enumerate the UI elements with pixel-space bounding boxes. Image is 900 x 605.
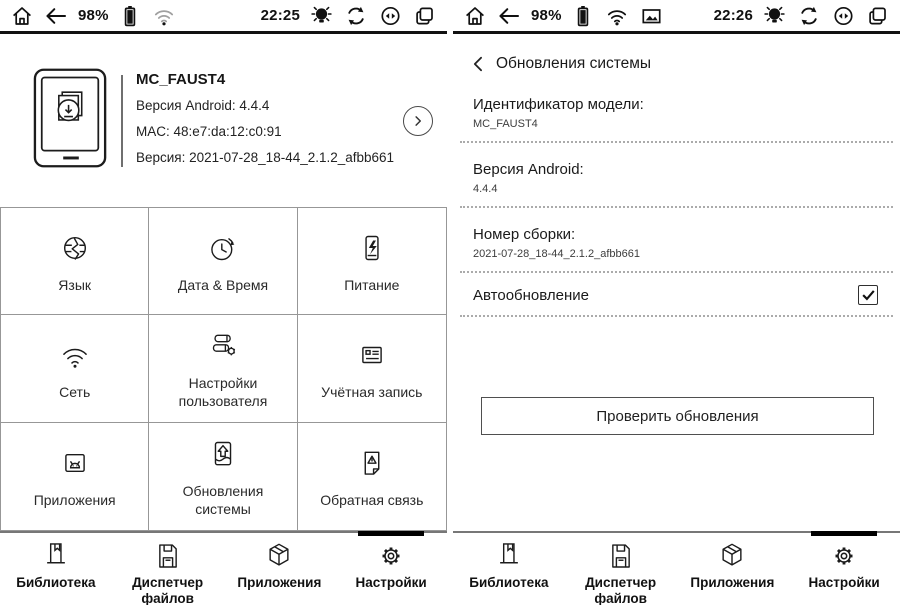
auto-update-label: Автообновление: [473, 286, 589, 304]
system-update-icon: [204, 435, 242, 473]
tab-bar: [453, 531, 900, 605]
apps-cube-icon: [714, 539, 750, 573]
page-back-button[interactable]: [469, 54, 489, 74]
home-icon[interactable]: [10, 4, 34, 28]
back-icon[interactable]: [496, 4, 522, 28]
tab-label: Приложения: [237, 575, 322, 590]
auto-update-checkbox[interactable]: [858, 285, 878, 305]
auto-update-row[interactable]: [460, 273, 893, 317]
tab-label: Настройки: [355, 575, 427, 590]
settings-gear-icon: [826, 539, 862, 573]
field-label: Версия Android:: [473, 161, 584, 178]
wifi-icon: [604, 4, 630, 28]
field-value: MC_FAUST4: [473, 118, 538, 130]
grid-item-language[interactable]: [1, 208, 149, 315]
field-value: 2021-07-28_18-44_2.1.2_afbb661: [473, 248, 640, 260]
check-updates-button[interactable]: Проверить обновления: [481, 397, 874, 435]
home-icon[interactable]: [463, 4, 487, 28]
frontlight-icon[interactable]: [309, 4, 334, 28]
account-card-icon: [353, 336, 391, 374]
tab-file-manager[interactable]: [565, 533, 677, 605]
status-bar: [453, 0, 900, 34]
device-name: MC_FAUST4: [136, 70, 226, 88]
device-firmware-version: Версия: 2021-07-28_18-44_2.1.2_afbb661: [136, 149, 395, 165]
clock-text: 22:25: [260, 7, 300, 24]
tab-settings[interactable]: [788, 533, 900, 605]
tab-label: Диспетчер файлов: [132, 575, 204, 605]
device-mac: MAC: 48:e7:da:12:c0:91: [136, 123, 282, 139]
library-icon: [491, 539, 527, 573]
grid-item-label: Дата & Время: [177, 276, 269, 293]
grid-item-label: Обратная связь: [320, 491, 424, 508]
tab-label: Библиотека: [469, 575, 549, 590]
field-build-number: [460, 208, 893, 273]
feedback-icon: [353, 444, 391, 482]
tab-label: Приложения: [690, 575, 775, 590]
file-manager-icon: [603, 539, 639, 573]
battery-percent: 98%: [78, 7, 109, 24]
globe-icon: [56, 229, 94, 267]
wifi-weak-icon: [151, 4, 177, 28]
grid-item-label: Настройки пользователя: [178, 374, 268, 409]
grid-item-power[interactable]: [298, 208, 446, 315]
back-icon[interactable]: [43, 4, 69, 28]
file-manager-icon: [150, 539, 186, 573]
device-info-card: [0, 34, 447, 207]
grid-item-label: Питание: [344, 276, 400, 293]
wifi-icon: [55, 336, 95, 374]
tab-applications[interactable]: [224, 533, 336, 605]
refresh-icon[interactable]: [343, 4, 369, 28]
grid-item-label: Приложения: [33, 491, 116, 508]
refresh-icon[interactable]: [796, 4, 822, 28]
device-details-button[interactable]: [403, 106, 433, 136]
field-model-id: [460, 78, 893, 143]
battery-percent: 98%: [531, 7, 562, 24]
user-settings-icon: [203, 327, 243, 365]
grid-item-account[interactable]: [298, 315, 446, 422]
grid-item-label: Сеть: [59, 383, 91, 400]
contrast-icon[interactable]: [378, 4, 403, 28]
grid-item-network[interactable]: [1, 315, 149, 422]
clock-text: 22:26: [713, 7, 753, 24]
clock-sync-icon: [204, 229, 242, 267]
system-updates-panel: [453, 0, 900, 605]
battery-icon: [118, 4, 142, 28]
settings-grid: [0, 207, 447, 531]
field-label: Номер сборки:: [473, 226, 576, 243]
battery-icon: [571, 4, 595, 28]
settings-home-panel: [0, 0, 447, 605]
vertical-divider: [121, 75, 123, 167]
tab-label: Настройки: [808, 575, 880, 590]
tab-settings[interactable]: [335, 533, 447, 605]
frontlight-icon[interactable]: [762, 4, 787, 28]
battery-charge-icon: [353, 229, 391, 267]
tab-label: Диспетчер файлов: [585, 575, 657, 605]
library-icon: [38, 539, 74, 573]
apps-cube-icon: [261, 539, 297, 573]
tab-library[interactable]: [0, 533, 112, 605]
grid-item-label: Язык: [58, 276, 92, 293]
settings-gear-icon: [373, 539, 409, 573]
multitask-icon[interactable]: [865, 4, 890, 28]
active-tab-indicator: [358, 531, 424, 536]
device-tablet-icon: [32, 67, 110, 174]
grid-item-label: Учётная запись: [321, 383, 423, 400]
tab-label: Библиотека: [16, 575, 96, 590]
page-header: [453, 34, 900, 78]
tab-file-manager[interactable]: [112, 533, 224, 605]
field-value: 4.4.4: [473, 183, 498, 195]
page-title: Обновления системы: [496, 54, 652, 72]
grid-item-system-updates[interactable]: [149, 423, 297, 530]
tab-library[interactable]: [453, 533, 565, 605]
tab-applications[interactable]: [677, 533, 789, 605]
field-label: Идентификатор модели:: [473, 96, 644, 113]
grid-item-feedback[interactable]: [298, 423, 446, 530]
field-android-version: [460, 143, 893, 208]
tab-bar: [0, 531, 447, 605]
screenshot-icon: [639, 4, 664, 28]
status-bar: [0, 0, 447, 34]
active-tab-indicator: [811, 531, 877, 536]
device-android-version: Версия Android: 4.4.4: [136, 97, 270, 113]
grid-item-label: Обновления системы: [182, 482, 264, 517]
grid-item-datetime[interactable]: [149, 208, 297, 315]
grid-item-user-settings[interactable]: [149, 315, 297, 422]
grid-item-applications[interactable]: [1, 423, 149, 530]
contrast-icon[interactable]: [831, 4, 856, 28]
apps-window-icon: [56, 444, 94, 482]
multitask-icon[interactable]: [412, 4, 437, 28]
